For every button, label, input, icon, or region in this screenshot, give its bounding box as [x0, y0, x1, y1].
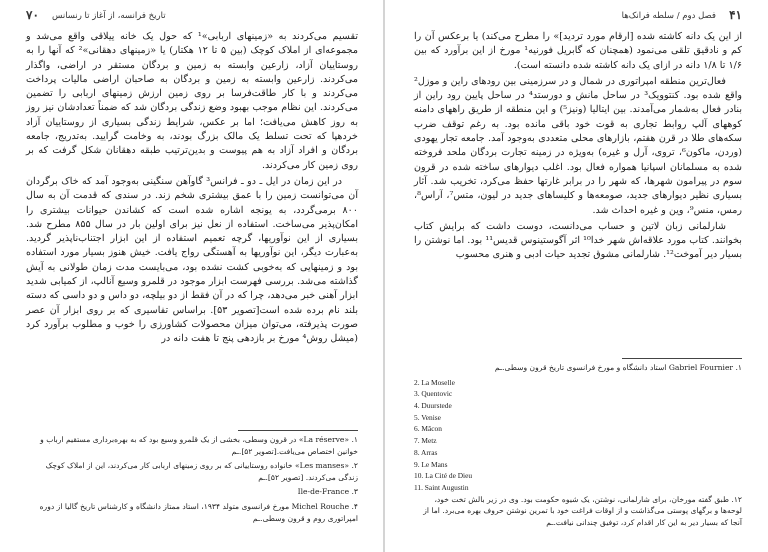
right-footnote-rule: [622, 358, 742, 359]
left-footnote-4: ۴. Michel Rouche مورخ فرانسوی متولد ۱۹۳۴، استاد ممتاز دانشگاه و کارشناس تاریخ گالیا از دوره امپراتوری روم و قرون وسطی.ـم: [39, 501, 358, 523]
right-footnote-9: 9. Le Mans: [414, 459, 448, 469]
right-footnote-12: ۱۲. طبق گفته مورخان، برای شارلمانی، نوشتن، یک شیوه حکومت بود. وی در زیر بالش تخت خود، لوحه‌ها و برگهای پوستی می‌گذاشت و از اوقات فراغت خود با تمرین نوشتن حروف بهره می‌برد. اما از آنجا که بسیار دیر به این کار اقدام کرد، توفیق چندانی نیافت.ـم: [423, 494, 742, 527]
right-paragraph-3: شارلمانی زبان لاتین و حساب می‌دانست، دوست داشت که برایش کتاب بخوانند. کتاب مورد علاقه‌اش شهر خدا¹⁰ اثر آگوستینوس قدیس¹¹ بود. اما نوشتن را بسیار دیر آموخت¹². شارلمانی مشوق تجدید حیات ادبی و هنری محسوب: [414, 220, 742, 261]
left-footnote-1: ۱. «La réserve» در قرون وسطی، بخشی از یک قلمرو وسیع بود که به بهره‌برداری مستقیم ارباب و خوانین اختصاص می‌یافت.[تصویر ۵۲].ـم: [40, 435, 358, 456]
left-footnotes: [26, 434, 358, 527]
right-footnote-4: 4. Duurstede: [414, 401, 452, 410]
right-paragraph-2: فعال‌ترین منطقه امپراتوری در شمال و در سرزمینی بین رودهای راین و موزل² واقع شده بود. کنتوویک³ در ساحل مانش و دورستد⁴ در ساحل پایین رود راین از بنادر فعال به‌شمار می‌آمدند. بین ایتالیا (ونیز⁵) و این منطقه از طریق راههای دامنه کوههای آلپ روابط تجاری به قوت خود باقی مانده بود. به رغم توقف ضرب سکه‌های طلا در قرن هفتم، بازارهای محلی متعددی به‌وجود آمد. جامعه تجار یهودی (وردن، ماکون⁶، تروی، آرل و غیره) به‌ویژه در زمینه تجارت بردگان ملحد فروخته شده به مسلمانان اسپانیا همواره فعال بود. اغلب دیوارهای ساخته شده در قرون سوم در پیرامون شهرها، که شهر را در برابر غارتها حفظ می‌کرد، تخریب شد. آثار بسیاری نظیر دیوارهای جدید، صومعه‌ها و کلیساهای جدید در لیون، متس⁷، آراس⁸، رمس، منس⁹، وین و غیره احداث شد.: [414, 75, 743, 216]
left-page-number: ۷۰: [26, 8, 39, 22]
left-running-head: [26, 8, 358, 27]
left-footnote-3: ۳. Ile-de-France: [297, 487, 358, 497]
right-footnote-3: 3. Quentovic: [414, 389, 453, 399]
left-paragraph-1: تقسیم می‌کردند به «زمینهای اربابی»¹ که حول یک خانه ییلاقی واقع می‌شد و مجموعه‌ای از املاک کوچک (بین ۵ تا ۱۲ هکتار) یا «زمینهای دهقانی»² که آنها را به روستاییان آزاد، زارعین وابسته به زمین و بردگان مستقر در اراضی، واگذار می‌کردند. زارعین وابسته به زمین و بردگان به صاحبان اراضی مالیات پرداخت می‌کردند و با کار طاقت‌فرسا بر روی زمین ارزش زمینهای اربابی را تضمین می‌کردند. این نظام موجب بهبود وضع زندگی بردگان شد که ضمناً تعدادشان نیز روز به روز کاهش می‌یافت؛ اما بر عکس، شرایط زندگی بسیاری از روستاییان آزاد خردهپا که تحت تسلط یک مالک بزرگ بودند، به وخامت گرایید. به‌تدریج، جامعه بردگان و افراد آزاد به هم پیوست و بدین‌ترتیب طبقه دهقانان شکل گرفت که بر روی زمین کار می‌کردند.: [26, 31, 359, 171]
right-footnote-6: 6. Mâcon: [414, 424, 442, 434]
left-body-text: [26, 30, 358, 349]
right-footnote-10: 10. La Cité de Dieu: [414, 471, 473, 481]
right-body-text: [414, 30, 742, 265]
right-footnote-11: 11. Saint Augustin: [414, 482, 469, 492]
left-running-head-title: تاریخ فرانسه، از آغاز تا رنسانس: [52, 11, 166, 21]
right-footnote-8: 8. Arras: [414, 447, 438, 457]
right-running-head: [410, 8, 742, 27]
left-footnote-rule: [238, 430, 358, 431]
right-footnote-7: 7. Metz: [414, 436, 437, 446]
right-page: [384, 0, 768, 552]
right-footnote-1: ۱. Gabriel Fournier استاد دانشگاه و مورخ فرانسوی تاریخ قرون وسطی.ـم: [494, 363, 742, 372]
right-footnote-5: 5. Venise: [414, 412, 441, 422]
left-footnote-2: ۲. «Les manses» خانواده روستاییانی که بر روی زمینهای اربابی کار می‌کردند، این از املاک کوچک زندگی می‌کردند. [تصویر ۵۲].ـم: [45, 461, 358, 482]
left-paragraph-2: در این زمان در ایل ـ دو ـ فرانس³ گاوآهن سنگینی به‌وجود آمد که خاک برگردان آن می‌توانست زمین را با عمق بیشتری شخم زند. در سندی که قدمت آن به سال ۸۰۰ برمی‌گردد، به یونجه اشاره شده است که کشاندن حیوانات بیشتری را امکان‌پذیر می‌ساخت. استفاده از نعل نیز برای اولین بار در سال ۸۵۵ مطرح شد. بسیاری از این نوآوریها، گرچه تعمیم استفاده از این ابزار اجتناب‌ناپذیر گردید. به‌عبارت دیگر، این نوآوریها به آهستگی رواج یافت. خیش هنوز بسیار مورد استفاده بود و زمینهایی که به‌خوبی کشت نشده بود، می‌بایست مدت زمان طولانی به آیش گذاشته می‌شد. بررسی فهرست ابزار موجود در قلمرو وسیع آنالپ، از کمیابی شدید ابزار آهنی خبر می‌دهد، چرا که در آن فقط از دو بیلچه، دو داس و دو داسی که دسته بلند نام برده شده است[تصویر ۵۳]. براساس تفاسیری که بر روی ابزار آن عصر صورت پذیرفته، می‌توان میزان محصولات کشاورزی را خوب و مطلوب برآورد کرد (میشل روش⁴ مورخ بر بازدهی پنج تا هفت دانه در: [26, 175, 358, 345]
right-paragraph-1: از این یک دانه کاشته شده [ارقام مورد تردید]» را مطرح می‌کند) یا برعکس آن را کم و نادقیق تلقی می‌نمود (همچنان که گابریل فورنیه¹ مورخ از این برآورد که بین ۱/۶ تا ۱/۸ دانه در ازای یک دانه کاشته شده دانسته است).: [414, 31, 742, 71]
right-running-head-title: فصل دوم / سلطه فرانک‌ها: [621, 11, 716, 21]
right-page-number: ۴۱: [729, 8, 742, 22]
right-footnote-2: 2. La Moselle: [414, 377, 455, 387]
right-footnotes: [414, 362, 742, 531]
